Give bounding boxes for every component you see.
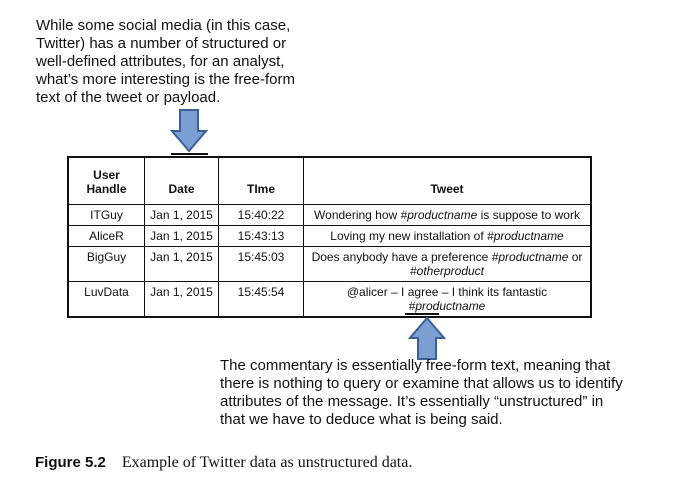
- cell-tweet: [304, 226, 592, 247]
- hashtag: #productname: [400, 208, 478, 222]
- tweet-text: is suppose to work: [477, 208, 580, 222]
- table-row: [68, 226, 591, 247]
- bottom-callout-line: The commentary is essentially free-form text, meaning that: [220, 357, 611, 374]
- cell-handle: BigGuy: [68, 247, 145, 282]
- header-time: TIme: [219, 157, 304, 205]
- table-row: [68, 282, 591, 318]
- cell-tweet: [304, 282, 592, 318]
- arrow-up-icon: [408, 316, 446, 360]
- top-callout-line: While some social media (in this case,: [36, 17, 291, 34]
- cell-handle: LuvData: [68, 282, 145, 318]
- header-user-handle: [68, 157, 145, 205]
- cell-date: Jan 1, 2015: [145, 247, 219, 282]
- top-callout-text: [36, 17, 336, 107]
- hashtag: #productname: [487, 229, 564, 243]
- tweet-table: [67, 156, 592, 318]
- top-callout-line: text of the tweet or payload.: [36, 89, 221, 106]
- figure-caption: [35, 454, 412, 472]
- tweet-text: or: [568, 250, 583, 264]
- table-header-row: [68, 157, 591, 205]
- figure-caption-text: Example of Twitter data as unstructured data.: [121, 454, 413, 471]
- bottom-callout-line: that we have to deduce what is being said.: [220, 411, 503, 428]
- bottom-callout-line: there is nothing to query or examine that allows us to identify: [220, 375, 623, 392]
- table-row: [68, 247, 591, 282]
- tweet-text: Loving my new installation of: [330, 229, 488, 243]
- header-user-handle-line2: Handle: [86, 182, 127, 196]
- cell-time: 15:43:13: [219, 226, 304, 247]
- cell-date: Jan 1, 2015: [145, 282, 219, 318]
- hashtag: #productname: [408, 299, 486, 313]
- tweet-text: @alicer – I agree – I think its fantastic: [346, 285, 548, 299]
- hashtag: #otherproduct: [409, 264, 485, 278]
- top-callout-line: Twitter) has a number of structured or: [36, 35, 287, 52]
- cell-time: 15:45:03: [219, 247, 304, 282]
- cell-time: 15:40:22: [219, 205, 304, 226]
- bottom-callout-text: [220, 357, 660, 429]
- table-row: [68, 205, 591, 226]
- cell-tweet: [304, 247, 592, 282]
- tweet-text: Does anybody have a preference: [311, 250, 492, 264]
- header-user-handle-line1: User: [93, 168, 120, 182]
- cell-handle: ITGuy: [68, 205, 145, 226]
- cell-tweet: [304, 205, 592, 226]
- tweet-text: Wondering how: [314, 208, 401, 222]
- hashtag: #productname: [491, 250, 569, 264]
- top-callout-line: what’s more interesting is the free-form: [36, 71, 295, 88]
- arrow-target-line: [405, 313, 439, 315]
- cell-handle: AliceR: [68, 226, 145, 247]
- cell-time: 15:45:54: [219, 282, 304, 318]
- cell-date: Jan 1, 2015: [145, 205, 219, 226]
- header-date: Date: [145, 157, 219, 205]
- header-tweet: Tweet: [304, 157, 592, 205]
- top-callout-line: well-defined attributes, for an analyst,: [36, 53, 285, 70]
- arrow-down-icon: [170, 109, 208, 153]
- cell-date: Jan 1, 2015: [145, 226, 219, 247]
- bottom-callout-line: attributes of the message. It’s essentially “unstructured” in: [220, 393, 604, 410]
- figure-label: Figure 5.2: [35, 454, 106, 471]
- arrow-target-line: [171, 153, 208, 155]
